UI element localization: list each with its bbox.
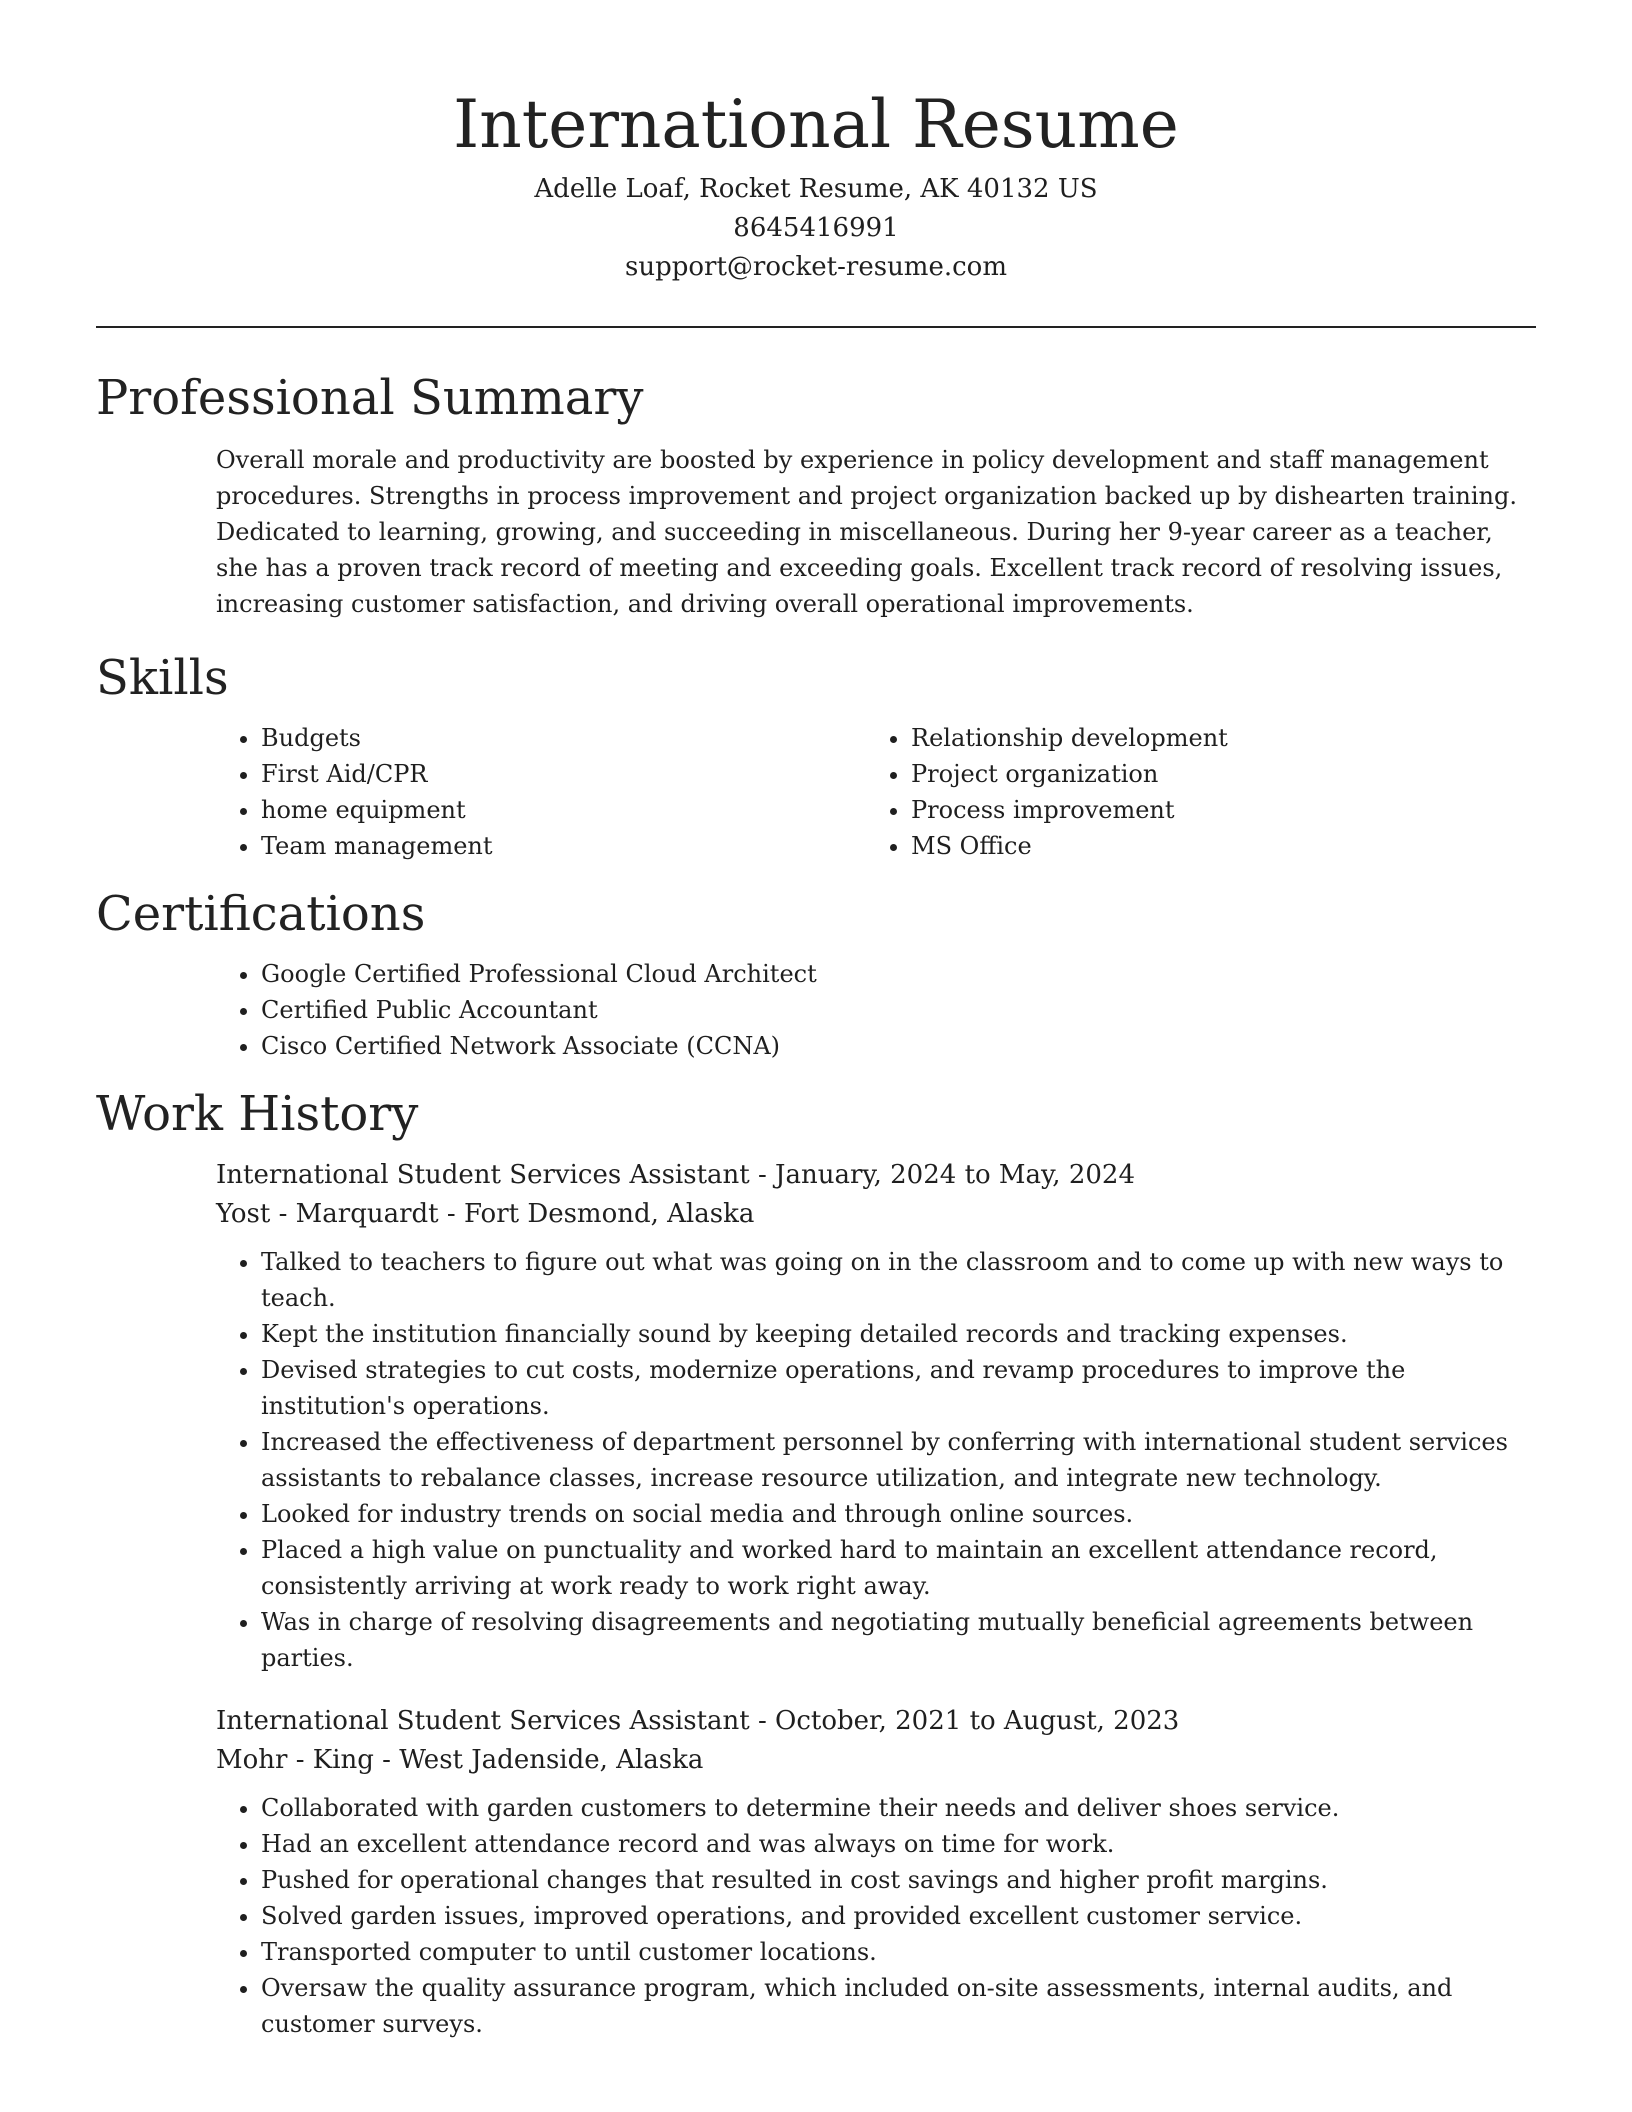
skill-item: • Process improvement [911,792,1516,828]
job-header [216,1156,1536,1234]
skill-item: • Team management [261,828,866,864]
skill-item: • home equipment [261,792,866,828]
header-divider [96,326,1536,328]
contact-block [96,170,1536,287]
job-bullet: • Talked to teachers to figure out what was going on in the classroom and to come up with new ways to teach. [261,1244,1536,1316]
job-bullet: • Kept the institution financially sound by keeping detailed records and tracking expenses. [261,1316,1536,1352]
job-company-location: Yost - Marquardt - Fort Desmond, Alaska [216,1199,755,1229]
section-title-certifications: Certifications [96,886,426,942]
certifications-list [216,956,1536,1064]
skill-item: • Project organization [911,756,1516,792]
resume-title: International Resume [453,86,1179,163]
summary-text: Overall morale and productivity are boosted by experience in policy development and staff management procedures. Strengths in process improvement and project organization backed up by dishearten training. Dedicated to learning, growing, and succeeding in miscellaneous. During her 9-year career as a teacher, she has a proven track record of meeting and exceeding goals. Excellent track record of resolving issues, increasing customer satisfaction, and driving overall operational improvements. [216,446,1517,618]
skill-item: • MS Office [911,828,1516,864]
job-bullet: • Oversaw the quality assurance program, which included on-site assessments, internal audits, and customer surveys. [261,1970,1536,2042]
job-header [216,1702,1536,1780]
job-company-location: Mohr - King - West Jadenside, Alaska [216,1745,704,1775]
job-bullet: • Was in charge of resolving disagreements and negotiating mutually beneficial agreements between parties. [261,1604,1536,1676]
certification-item: • Cisco Certified Network Associate (CCNA) [261,1028,1536,1064]
job-title-dates: International Student Services Assistant - January, 2024 to May, 2024 [216,1160,1135,1190]
job-bullets [216,1790,1536,2042]
skills-column-left [216,720,866,864]
job-bullet: • Solved garden issues, improved operations, and provided excellent customer service. [261,1898,1536,1934]
contact-email: support@rocket-resume.com [624,252,1007,282]
job-bullet: • Devised strategies to cut costs, modernize operations, and revamp procedures to improve the institution's operations. [261,1352,1536,1424]
job-bullet: • Transported computer to until customer locations. [261,1934,1536,1970]
certification-item: • Google Certified Professional Cloud Architect [261,956,1536,992]
skill-item: • First Aid/CPR [261,756,866,792]
job-bullet: • Looked for industry trends on social media and through online sources. [261,1496,1536,1532]
resume-page [96,0,1536,2042]
job-bullet: • Had an excellent attendance record and was always on time for work. [261,1826,1536,1862]
section-title-summary: Professional Summary [96,370,644,426]
job-entry [216,1156,1536,1676]
job-title-dates: International Student Services Assistant - October, 2021 to August, 2023 [216,1706,1180,1736]
job-bullet: • Collaborated with garden customers to determine their needs and deliver shoes service. [261,1790,1536,1826]
job-entry [216,1702,1536,2042]
skills-list [216,720,1536,864]
contact-phone: 8645416991 [733,213,899,243]
section-title-work-history: Work History [96,1086,419,1142]
job-bullets [216,1244,1536,1676]
section-title-skills: Skills [96,650,229,706]
skills-column-right [866,720,1516,864]
job-bullet: • Increased the effectiveness of department personnel by conferring with international student services assistants to rebalance classes, increase resource utilization, and integrate new technology. [261,1424,1536,1496]
skill-item: • Budgets [261,720,866,756]
job-bullet: • Placed a high value on punctuality and worked hard to maintain an excellent attendance record, consistently arriving at work ready to work right away. [261,1532,1536,1604]
certification-item: • Certified Public Accountant [261,992,1536,1028]
contact-address: Adelle Loaf, Rocket Resume, AK 40132 US [534,174,1098,204]
skill-item: • Relationship development [911,720,1516,756]
job-bullet: • Pushed for operational changes that resulted in cost savings and higher profit margins. [261,1862,1536,1898]
